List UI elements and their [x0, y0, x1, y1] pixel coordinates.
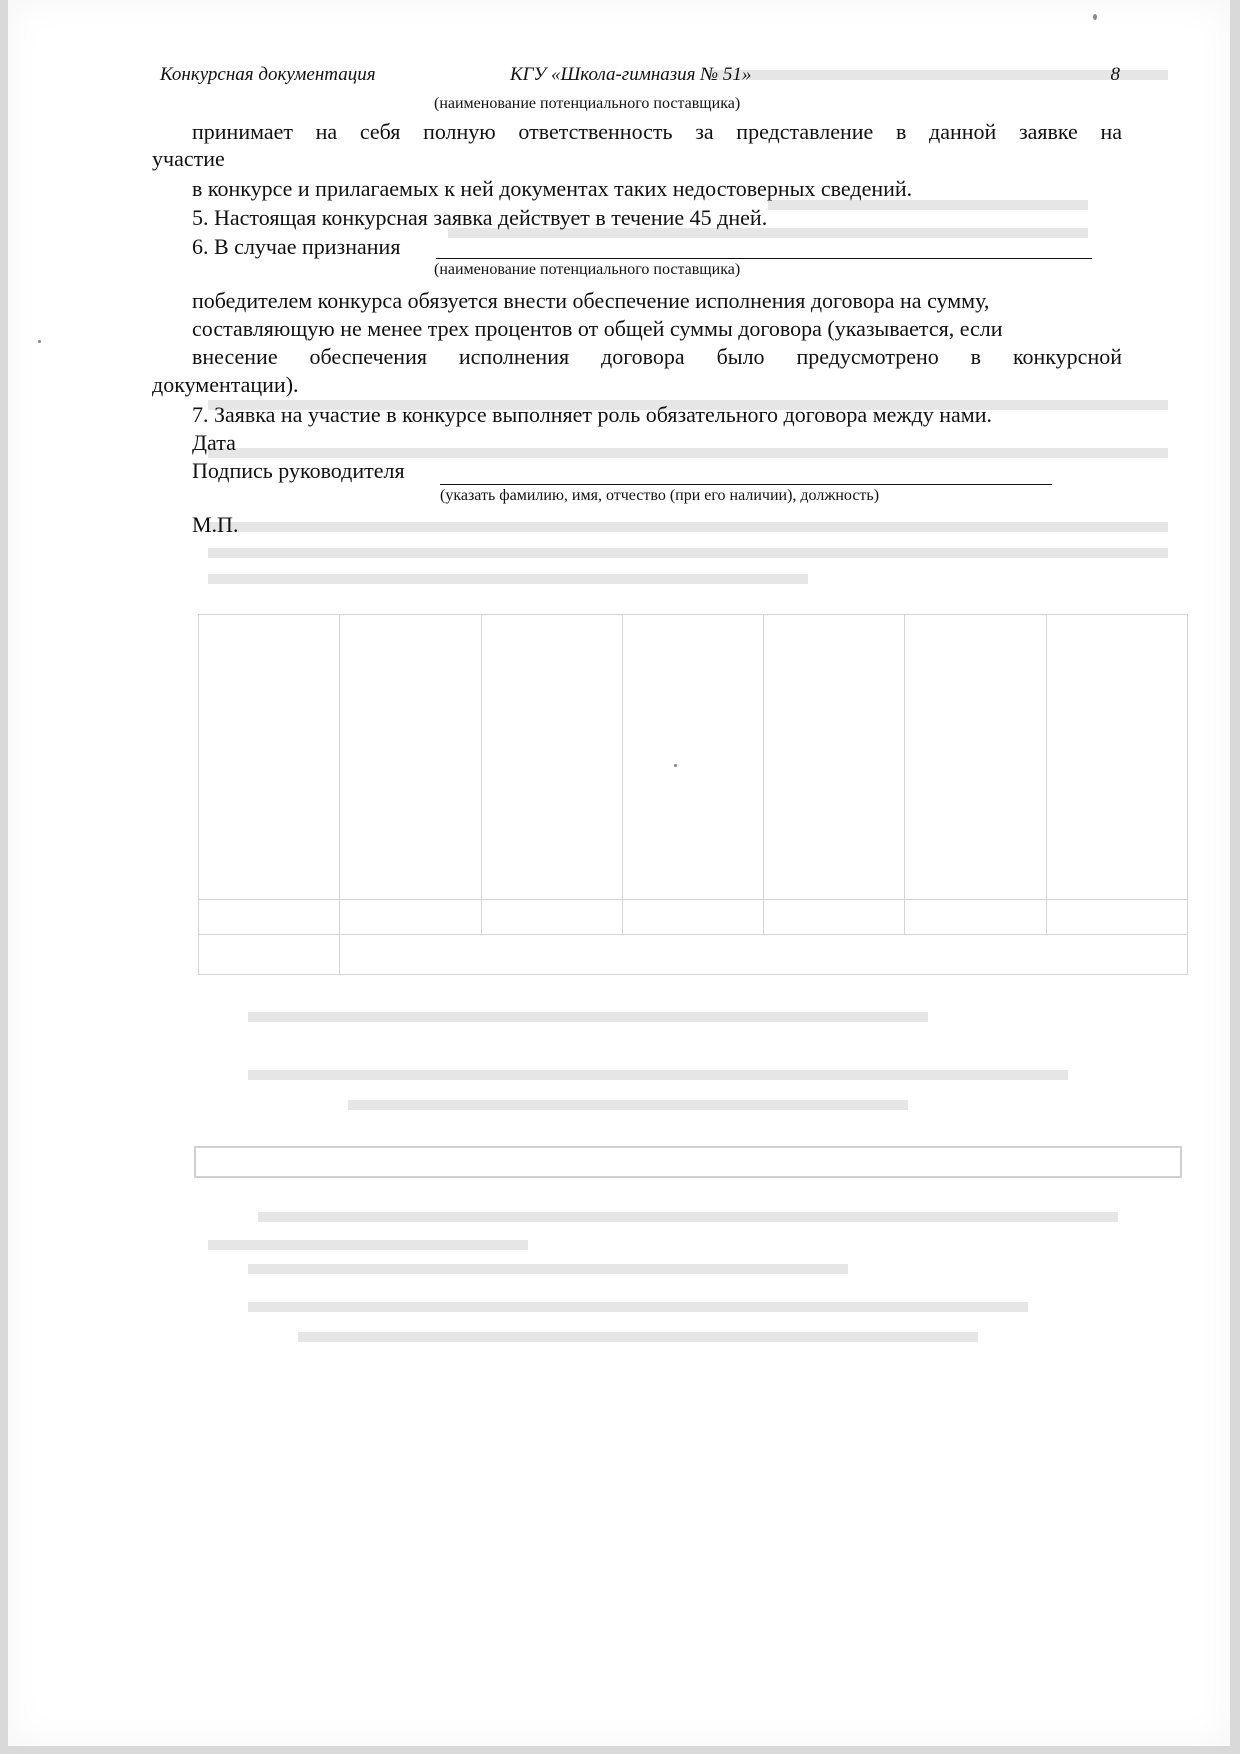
paragraph-line: в конкурсе и прилагаемых к ней документах таких недостоверных сведений.	[192, 176, 913, 201]
signature-caption: (указать фамилию, имя, отчество (при его наличии), должность)	[440, 487, 880, 504]
scan-speck	[674, 764, 677, 767]
page-number: 8	[1110, 64, 1120, 85]
bleed-through-mark	[348, 1100, 908, 1110]
supplier-name-caption: (наименование потенциального поставщика)	[434, 261, 741, 278]
bleed-through-table	[198, 614, 1188, 974]
supplier-name-caption: (наименование потенциального поставщика)	[434, 95, 741, 112]
signature-field-line	[440, 484, 1052, 485]
bleed-through-box	[194, 1146, 1182, 1178]
header-organization: КГУ «Школа-гимназия № 51»	[510, 64, 752, 85]
item-7: 7. Заявка на участие в конкурсе выполняет роль обязательного договора между нами.	[192, 402, 993, 427]
stamp-label: М.П.	[192, 512, 239, 537]
bleed-through-mark	[208, 1240, 528, 1250]
bleed-through-mark	[248, 1012, 928, 1022]
supplier-name-field-line	[436, 258, 1092, 259]
paragraph-line: внесение обеспечения исполнения договора было предусмотрено в конкурсной	[192, 344, 1122, 369]
paragraph-line: составляющую не менее трех процентов от общей суммы договора (указывается, если	[192, 316, 1003, 341]
running-header	[160, 64, 1120, 90]
bleed-through-mark	[298, 1332, 978, 1342]
header-title: Конкурсная документация	[160, 64, 376, 85]
paragraph-line: документации).	[152, 372, 299, 397]
bleed-through-mark	[248, 1070, 1068, 1080]
item-6: 6. В случае признания	[192, 234, 401, 259]
signature-label: Подпись руководителя	[192, 458, 405, 483]
paragraph-line: принимает на себя полную ответственность за представление в данной заявке на	[192, 119, 1122, 144]
paragraph-line: участие	[152, 146, 225, 171]
bleed-through-mark	[208, 448, 1168, 458]
bleed-through-mark	[258, 1212, 1118, 1222]
scan-speck	[1093, 14, 1097, 20]
document-page	[8, 0, 1230, 1746]
bleed-through-mark	[208, 522, 1168, 532]
bleed-through-mark	[208, 548, 1168, 558]
bleed-through-mark	[248, 1264, 848, 1274]
item-5: 5. Настоящая конкурсная заявка действует в течение 45 дней.	[192, 205, 768, 230]
bleed-through-mark	[248, 1302, 1028, 1312]
date-label: Дата	[192, 430, 236, 455]
paragraph-line: победителем конкурса обязуется внести обеспечение исполнения договора на сумму,	[192, 288, 990, 313]
bleed-through-mark	[208, 574, 808, 584]
scan-speck	[38, 340, 41, 343]
